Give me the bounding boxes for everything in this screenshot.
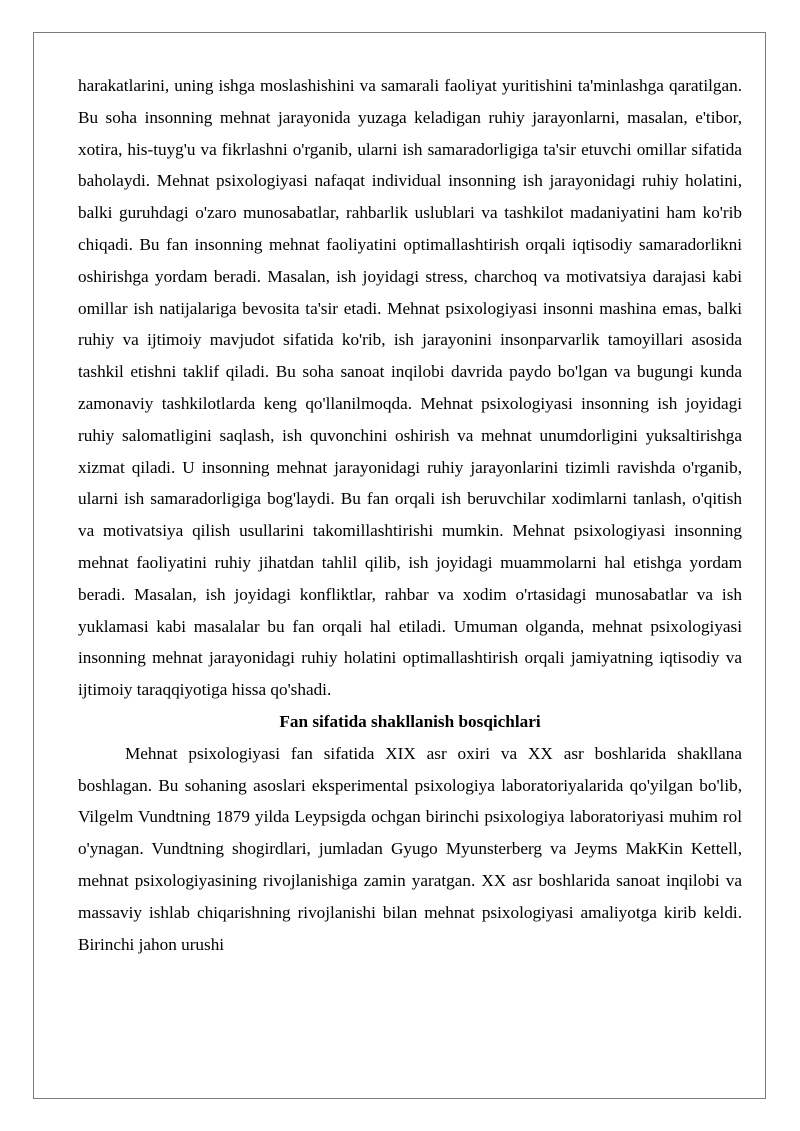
body-paragraph-1: harakatlarini, uning ishga moslashishini va samarali faoliyat yuritishini ta'minlashga qaratilgan. Bu soha insonning mehnat jarayonida yuzaga keladigan ruhiy jarayonlarni, masalan, e'tibor, xotira, his-tuyg'u va fikrlashni o'rganib, ularni ish samaradorligiga ta'sir etuvchi omillar sifatida baholaydi. Mehnat psixologiyasi nafaqat individual insonning ish jarayonidagi ruhiy holatini, balki guruhdagi o'zaro munosabatlar, rahbarlik uslublari va tashkilot madaniyatini ham ko'rib chiqadi. Bu fan insonning mehnat faoliyatini optimallashtirish orqali iqtisodiy samaradorlikni oshirishga yordam beradi. Masalan, ish joyidagi stress, charchoq va motivatsiya darajasi kabi omillar ish natijalariga bevosita ta'sir etadi. Mehnat psixologiyasi insonni mashina emas, balki ruhiy va ijtimoiy mavjudot sifatida ko'rib, ish jarayonini insonparvarlik tamoyillari asosida tashkil etishni taklif qiladi. Bu soha sanoat inqilobi davrida paydo bo'lgan va bugungi kunda zamonaviy tashkilotlarda keng qo'llanilmoqda. Mehnat psixologiyasi insonning ish joyidagi ruhiy salomatligini saqlash, ish quvonchini oshirish va mehnat unumdorligini yuksaltirishga xizmat qiladi. U insonning mehnat jarayonidagi ruhiy jarayonlarini tizimli ravishda o'rganib, ularni ish samaradorligiga bog'laydi. Bu fan orqali ish beruvchilar xodimlarni tanlash, o'qitish va motivatsiya qilish usullarini takomillashtirishi mumkin. Mehnat psixologiyasi insonning mehnat faoliyatini ruhiy jihatdan tahlil qilib, ish joyidagi muammolarni hal etishga yordam beradi. Masalan, ish joyidagi konfliktlar, rahbar va xodim o'rtasidagi munosabatlar va ish yuklamasi kabi masalalar bu fan orqali hal etiladi. Umuman olganda, mehnat psixologiyasi insonning mehnat jarayonidagi ruhiy holatini optimallashtirish orqali jamiyatning iqtisodiy va ijtimoiy taraqqiyotiga hissa qo'shadi. (78, 76, 742, 700)
section-heading: Fan sifatida shakllanish bosqichlari (279, 711, 541, 731)
body-paragraph-2: Mehnat psixologiyasi fan sifatida XIX asr oxiri va XX asr boshlarida shakllana boshlagan. Bu sohaning asoslari eksperimental psixologiya laboratoriyalarida qo'yilgan bo'lib, Vilgelm Vundtning 1879 yilda Leypsigda ochgan birinchi psixologiya laboratoriyasi muhim rol o'ynagan. Vundtning shogirdlari, jumladan Gyugo Myunsterberg va Jeyms MakKin Kettell, mehnat psixologiyasining rivojlanishiga zamin yaratgan. XX asr boshlarida sanoat inqilobi va massaviy ishlab chiqarishning rivojlanishi bilan mehnat psixologiyasi amaliyotga kirib keldi. Birinchi jahon urushi (78, 743, 742, 954)
document-body (78, 70, 742, 960)
